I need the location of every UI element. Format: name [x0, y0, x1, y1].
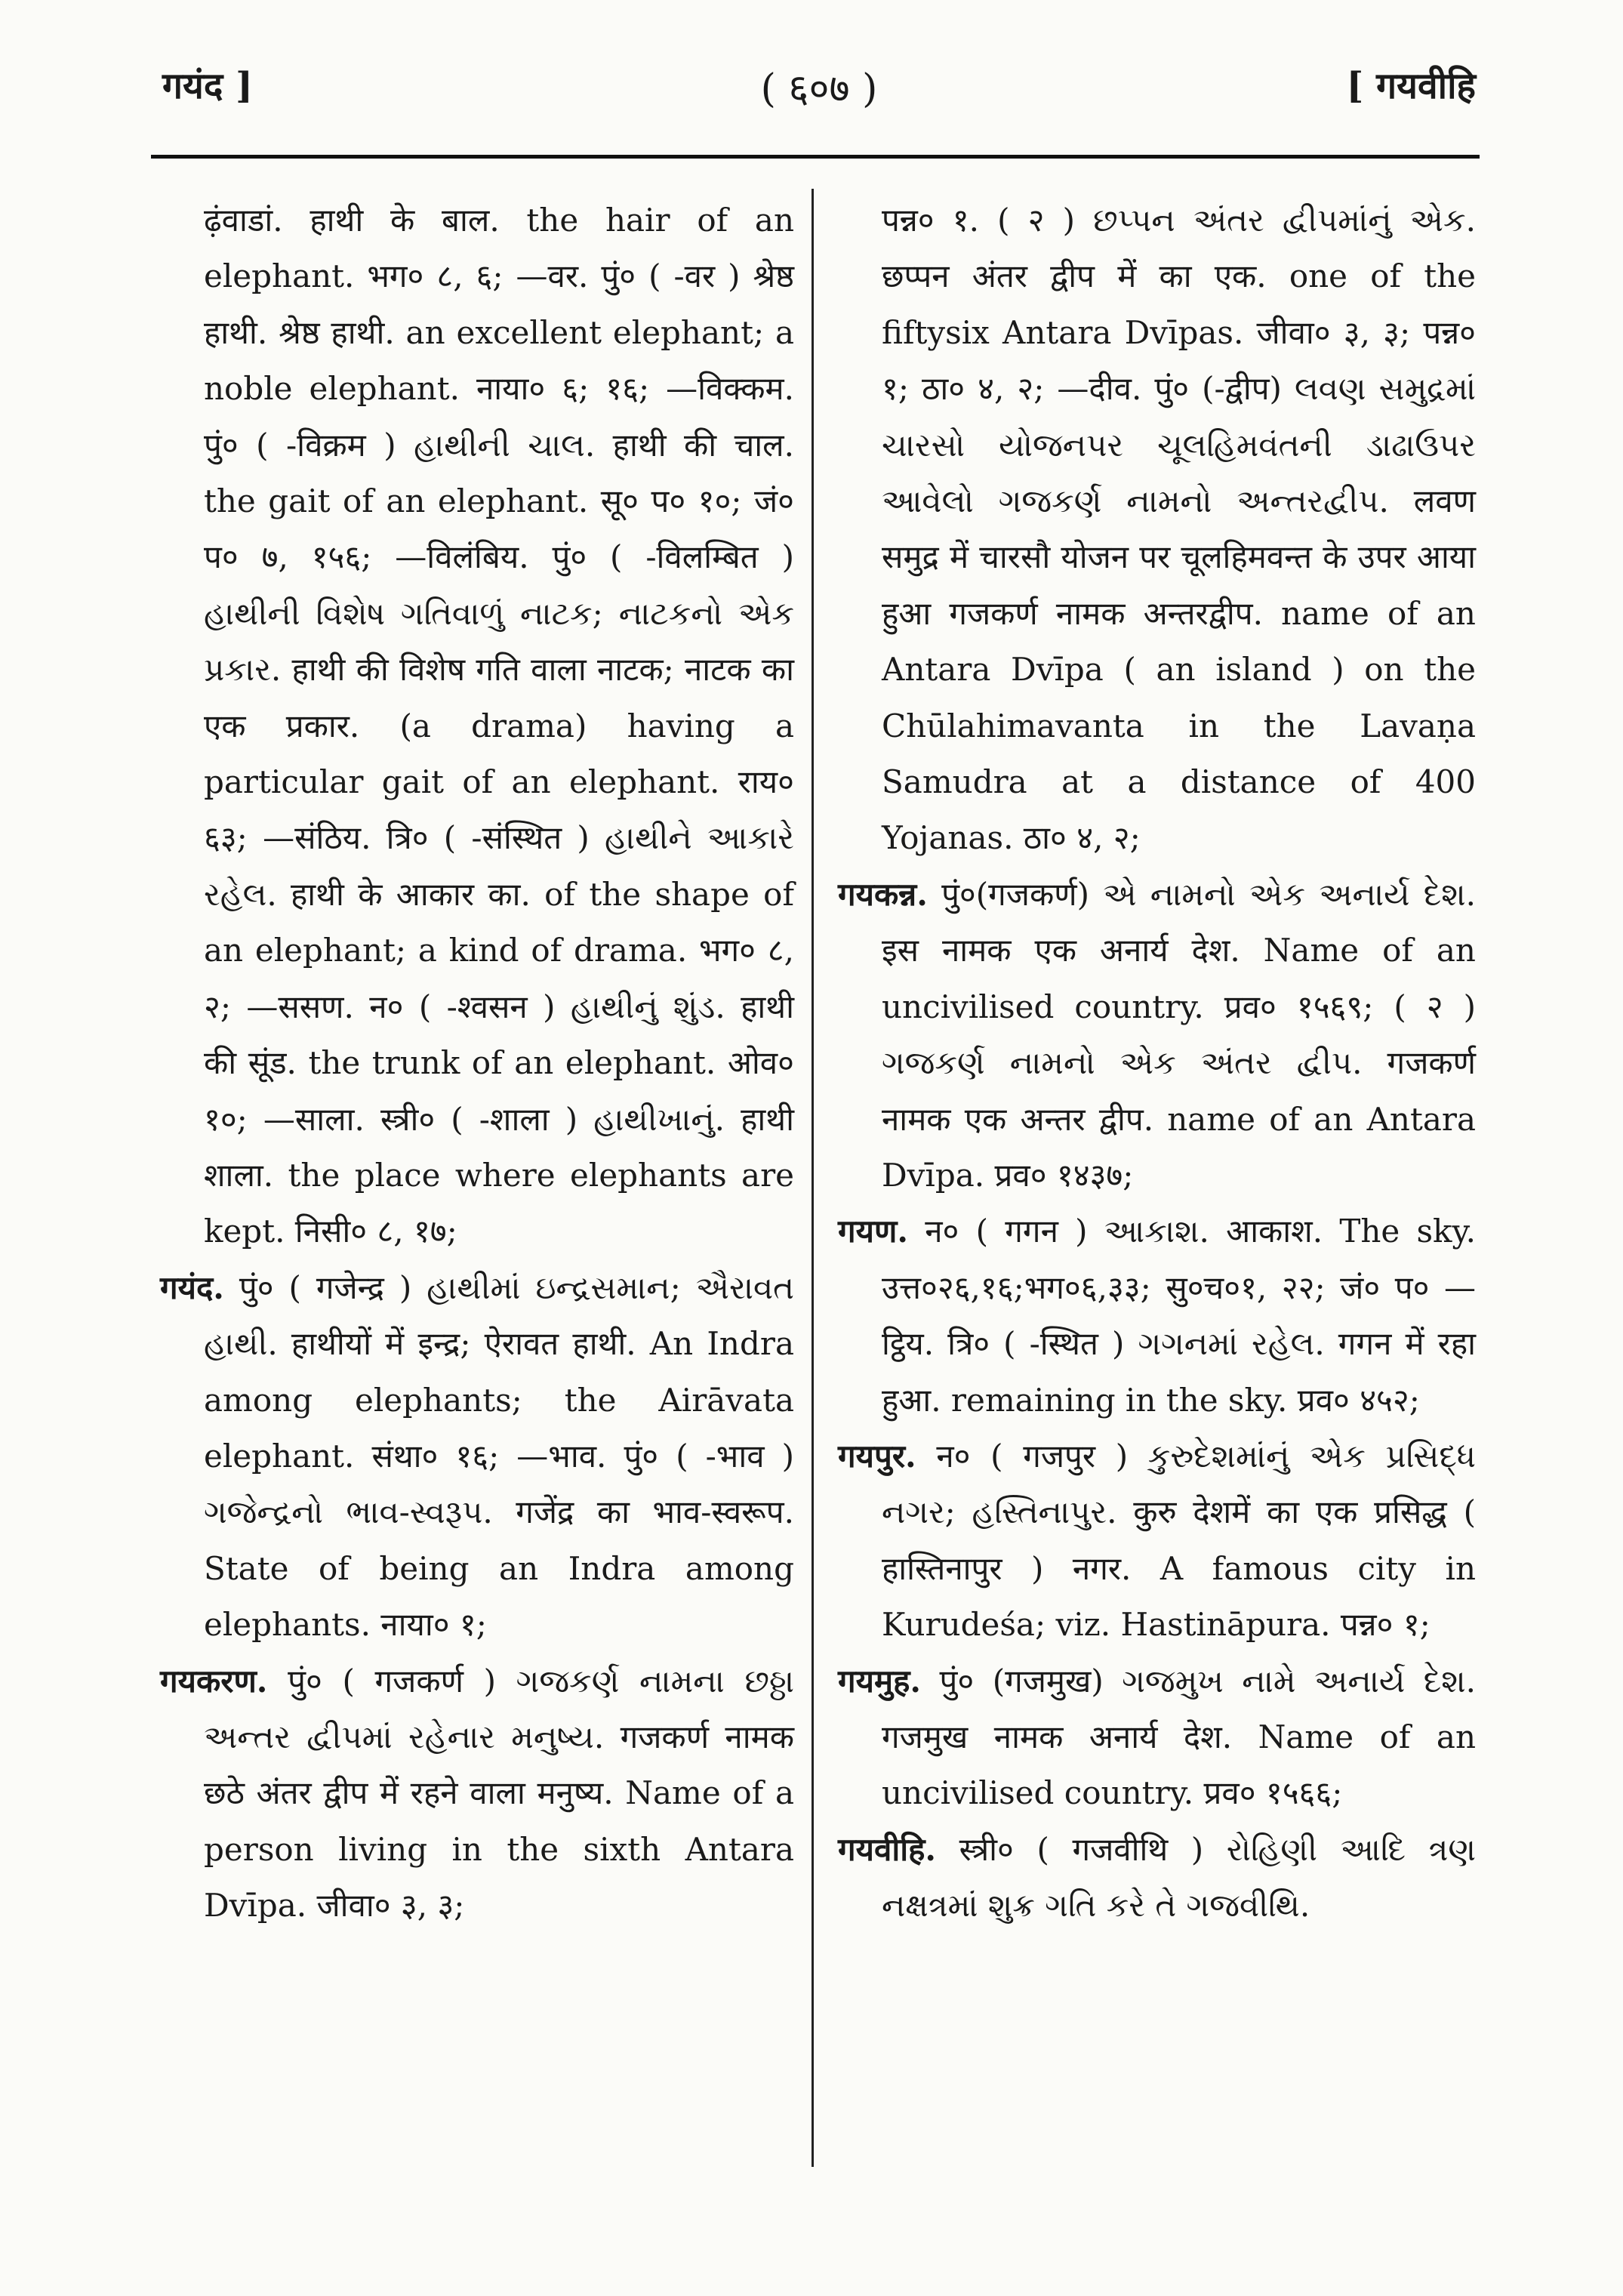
left-column — [160, 193, 794, 1934]
entry-continuation — [838, 193, 1476, 867]
right-column — [838, 193, 1476, 1934]
header-right-guide-word: [ गयवीहि — [1346, 65, 1476, 107]
dictionary-entry — [838, 1428, 1476, 1653]
entry-headword: गयपुर. — [838, 1437, 916, 1475]
entry-text: पुं० ( गजेन्द्र ) હાથીમાં ઇન્દ્રસમાન; ઐરાવત હાથી. हाथीयों में इन्द्र; ऐरावत हाथी. An Indra among elephants; the Airāvata elephant. संथा० १६; —भाव. पुं० ( -भाव ) ગજેન્દ્રનો ભાવ-સ્વરૂપ. गजेंद्र का भाव-स्वरूप. State of being an Indra among elephants. नाया० १; — [204, 1268, 794, 1644]
header-left-guide-word: गयंद ] — [162, 65, 253, 107]
entry-headword: गयवीहि. — [838, 1830, 937, 1868]
dictionary-entry — [838, 1653, 1476, 1822]
dictionary-entry — [838, 1822, 1476, 1934]
page-number: ( ६०७ ) — [760, 66, 878, 112]
entry-headword: गयण. — [838, 1213, 908, 1250]
entry-text: न० ( गजपुर ) કુરુદેશમાંનું એક પ્રસિદ્ધ નગર; હસ્તિનાપુર. कुरु देशमें का एक प्रसिद्ध ( हास्तिनापुर ) नगर. A famous city in Kurudeśa; viz. Hastināpura. पन्न० १; — [882, 1437, 1477, 1644]
column-divider — [812, 189, 814, 2167]
entry-text: ढ़ंवाडां. हाथी के बाल. the hair of an elephant. भग० ८, ६; —वर. पुं० ( -वर ) श्रेष्ठ हाथी. श्रेष्ठ हाथी. an excellent elephant; a noble elephant. नाया० ६; १६; —विक्कम. पुं० ( -विक्रम ) હાથીની ચાલ. हाथी की चाल. the gait of an elephant. सू० प० १०; जं० प० ७, १५६; —विलंबिय. पुं० ( -विलम्बित ) હાથીની વિશેષ ગતિવાળું નાટક; નાટકનો એક પ્રકાર. हाथी की विशेष गति वाला नाटक; नाटक का एक प्रकार. (a drama) having a particular gait of an elephant. राय० ६३; —संठिय. त्रि० ( -संस्थित ) હાથીને આકારે રહેલ. हाथी के आकार का. of the shape of an elephant; a kind of drama. भग० ८, २; —ससण. न० ( -श्वसन ) હાથીનું શુંડ. हाथी की सूंड. the trunk of an elephant. ओव० १०; —साला. स्त्री० ( -शाला ) હાથીખાનું. हाथी शाला. the place where elephants are kept. निसी० ८, १७; — [204, 202, 794, 1250]
page-header — [162, 60, 1476, 136]
entry-headword: गयमुह. — [838, 1662, 922, 1700]
dictionary-entry — [838, 1203, 1476, 1428]
entry-text: न० ( गगन ) આકાશ. आकाश. The sky. उत्त०२६,१६;भग०६,३३; सु०च०१, २२; जं० प० —ट्ठिय. त्रि० ( -स्थित ) ગગનમાં રહેલ. गगन में रहा हुआ. remaining in the sky. प्रव० ४५२; — [882, 1213, 1476, 1419]
entry-text: स्त्री० ( गजवीथि ) રોહિણી આદિ ત્રણ નક્ષત્રમાં શુક્ર ગતિ કરે તે ગજવીથિ. — [882, 1830, 1476, 1925]
entry-headword: गयकन्न. — [838, 875, 928, 913]
header-rule — [151, 155, 1480, 159]
entry-text: पुं० (गजमुख) ગજમુખ નામે અનાર્ય દેશ. गजमुख नामक अनार्य देश. Name of an uncivilised country. प्रव० १५६६; — [882, 1662, 1476, 1812]
entry-text: पुं०(गजकर्ण) એ નામનો એક અનાર્ય દેશ. इस नामक एक अनार्य देश. Name of an uncivilised country. प्रव० १५६९; ( २ ) ગજકર્ણ નામનો એક અંતર દ્વીપ. गजकर्ण नामक एक अन्तर द्वीप. name of an Antara Dvīpa. प्रव० १४३७; — [882, 875, 1476, 1194]
dictionary-entry — [838, 867, 1476, 1203]
entry-headword: गयकरण. — [160, 1662, 268, 1700]
dictionary-entry — [160, 1653, 794, 1934]
entry-headword: गयंद. — [160, 1268, 224, 1306]
entry-text: पन्न० १. ( २ ) છપ્પન અંતર દ્વીપમાંનું એક. छप्पन अंतर द्वीप में का एक. one of the fiftysix Antara Dvīpas. जीवा० ३, ३; पन्न० १; ठा० ४, २; —दीव. पुं० (-द्वीप) લવણ સમુદ્રમાં ચારસો યોજનપર ચૂલહિમવંતની ડાઢાઉપર આવેલો ગજકર્ણ નામનો અન્તરદ્વીપ. लवण समुद्र में चारसौ योजन पर चूलहिमवन्त के उपर आया हुआ गजकर्ण नामक अन्तरद्वीप. name of an Antara Dvīpa ( an island ) on the Chūlahimavanta in the Lavaṇa Samudra at a distance of 400 Yojanas. ठा० ४, २; — [882, 202, 1476, 857]
dictionary-entry — [160, 1260, 794, 1653]
entry-continuation — [160, 193, 794, 1260]
entry-text: पुं० ( गजकर्ण ) ગજકર્ણ નામના છઠ્ઠા અન્તર દ્વીપમાં રહેનાર મનુષ્ય. गजकर्ण नामक छठे अंतर द्वीप में रहने वाला मनुष्य. Name of a person living in the sixth Antara Dvīpa. जीवा० ३, ३; — [204, 1662, 794, 1925]
